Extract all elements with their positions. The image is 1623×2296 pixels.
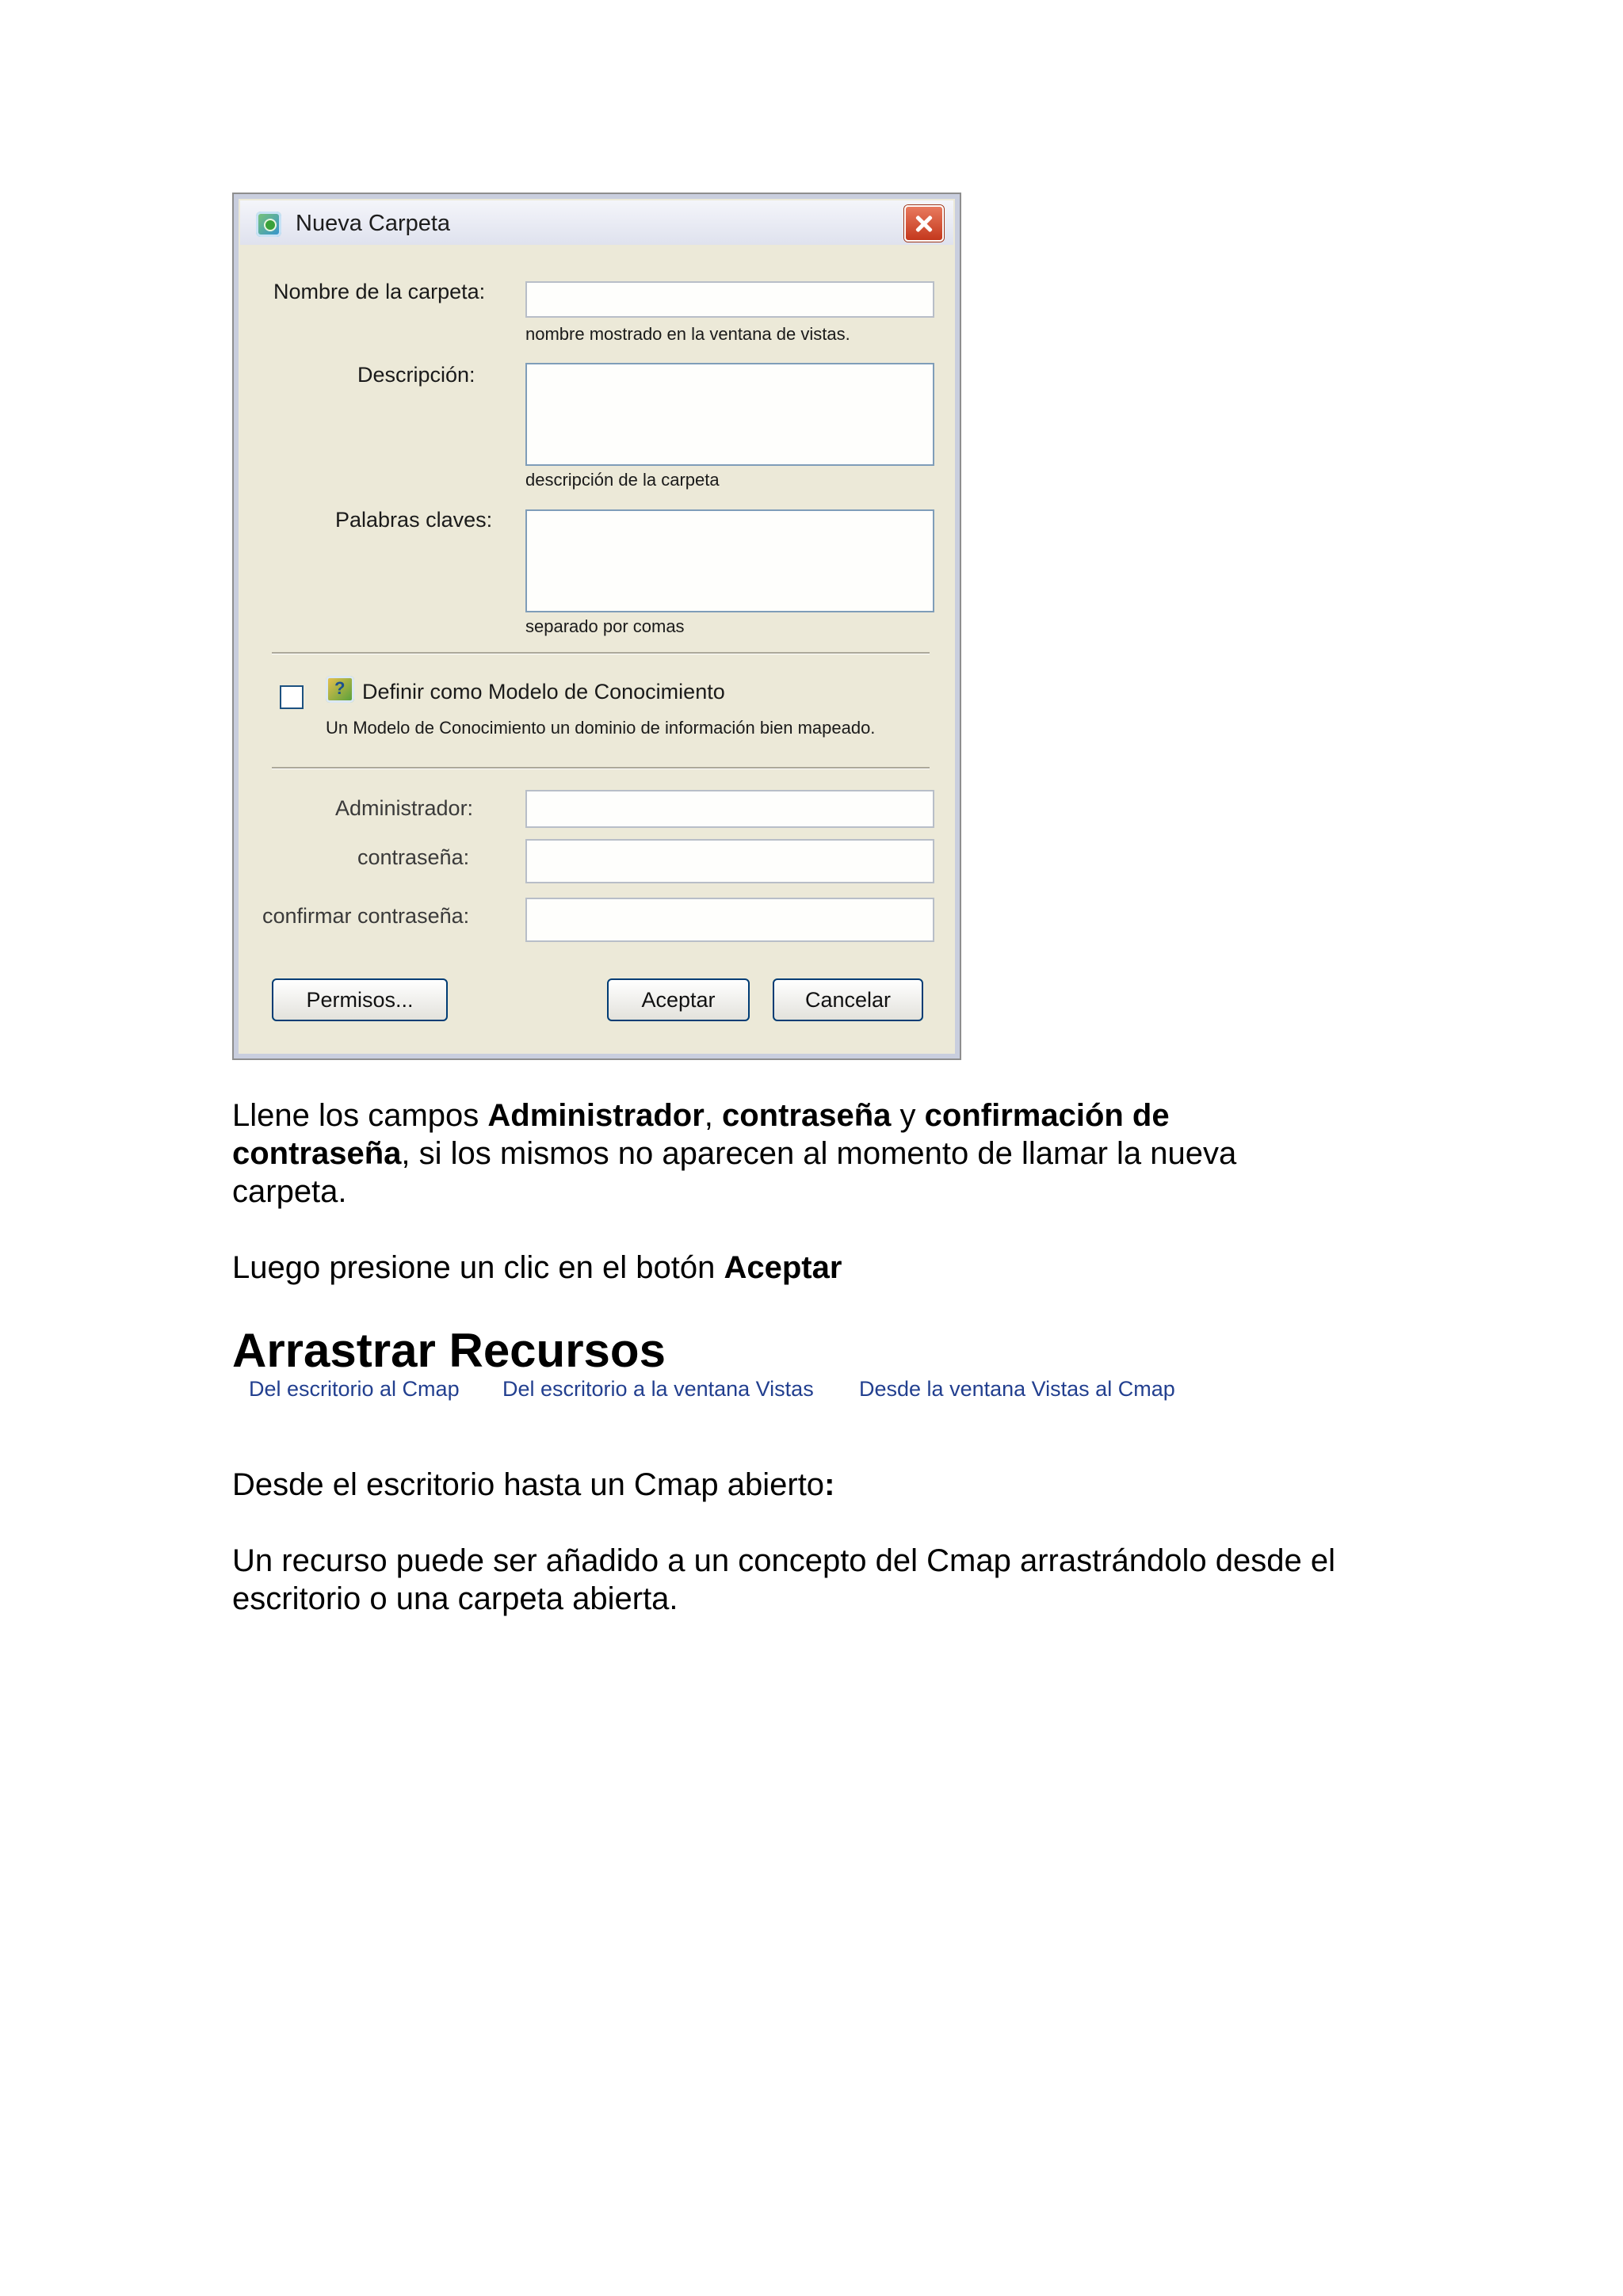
dialog-title: Nueva Carpeta (296, 211, 451, 236)
cmap-app-icon (256, 212, 281, 237)
description-textarea[interactable] (525, 363, 934, 466)
folder-name-label: Nombre de la carpeta: (273, 280, 486, 303)
folder-name-input[interactable] (525, 281, 934, 318)
knowledge-model-checkbox[interactable] (280, 685, 304, 709)
keywords-label: Palabras claves: (335, 508, 493, 532)
confirm-password-input[interactable] (525, 898, 934, 942)
accept-instruction: Luego presione un clic en el botón Aceptar (232, 1250, 842, 1285)
instructions-paragraph: Llene los campos Administrador, contraseña y confirmación de contraseña, si los mismos no aparecen al momento de llamar la nueva carpeta. (232, 1098, 1237, 1209)
dialog-body (242, 248, 952, 1048)
section-heading: Arrastrar Recursos (232, 1324, 666, 1377)
separator-1 (272, 652, 930, 654)
description-hint: descripción de la carpeta (525, 470, 720, 490)
admin-input[interactable] (525, 790, 934, 828)
keywords-hint: separado por comas (525, 616, 685, 636)
close-button[interactable] (904, 205, 944, 242)
link-desktop-to-cmap[interactable]: Del escritorio al Cmap (249, 1377, 460, 1401)
nueva-carpeta-dialog (232, 193, 961, 1060)
knowledge-model-label[interactable]: Definir como Modelo de Conocimiento (362, 680, 725, 704)
cancel-button[interactable]: Cancelar (773, 978, 923, 1021)
admin-label: Administrador: (335, 796, 474, 820)
link-desktop-to-views[interactable]: Del escritorio a la ventana Vistas (502, 1377, 814, 1401)
permissions-button[interactable]: Permisos... (272, 978, 448, 1021)
knowledge-model-description: Un Modelo de Conocimiento un dominio de información bien mapeado. (326, 718, 876, 738)
resource-paragraph: Un recurso puede ser añadido a un concepto del Cmap arrastrándolo desde el escritorio o una carpeta abierta. (232, 1543, 1335, 1616)
keywords-textarea[interactable] (525, 509, 934, 612)
knowledge-model-icon (326, 676, 354, 703)
subsection-paragraph: Desde el escritorio hasta un Cmap abierto: (232, 1467, 835, 1502)
separator-2 (272, 767, 930, 769)
description-label: Descripción: (357, 363, 475, 387)
password-input[interactable] (525, 839, 934, 883)
title-bar[interactable] (240, 200, 953, 245)
link-views-to-cmap[interactable]: Desde la ventana Vistas al Cmap (859, 1377, 1175, 1401)
folder-name-hint: nombre mostrado en la ventana de vistas. (525, 324, 850, 344)
accept-button[interactable]: Aceptar (607, 978, 750, 1021)
confirm-password-label: confirmar contraseña: (262, 904, 470, 928)
password-label: contraseña: (357, 845, 470, 869)
